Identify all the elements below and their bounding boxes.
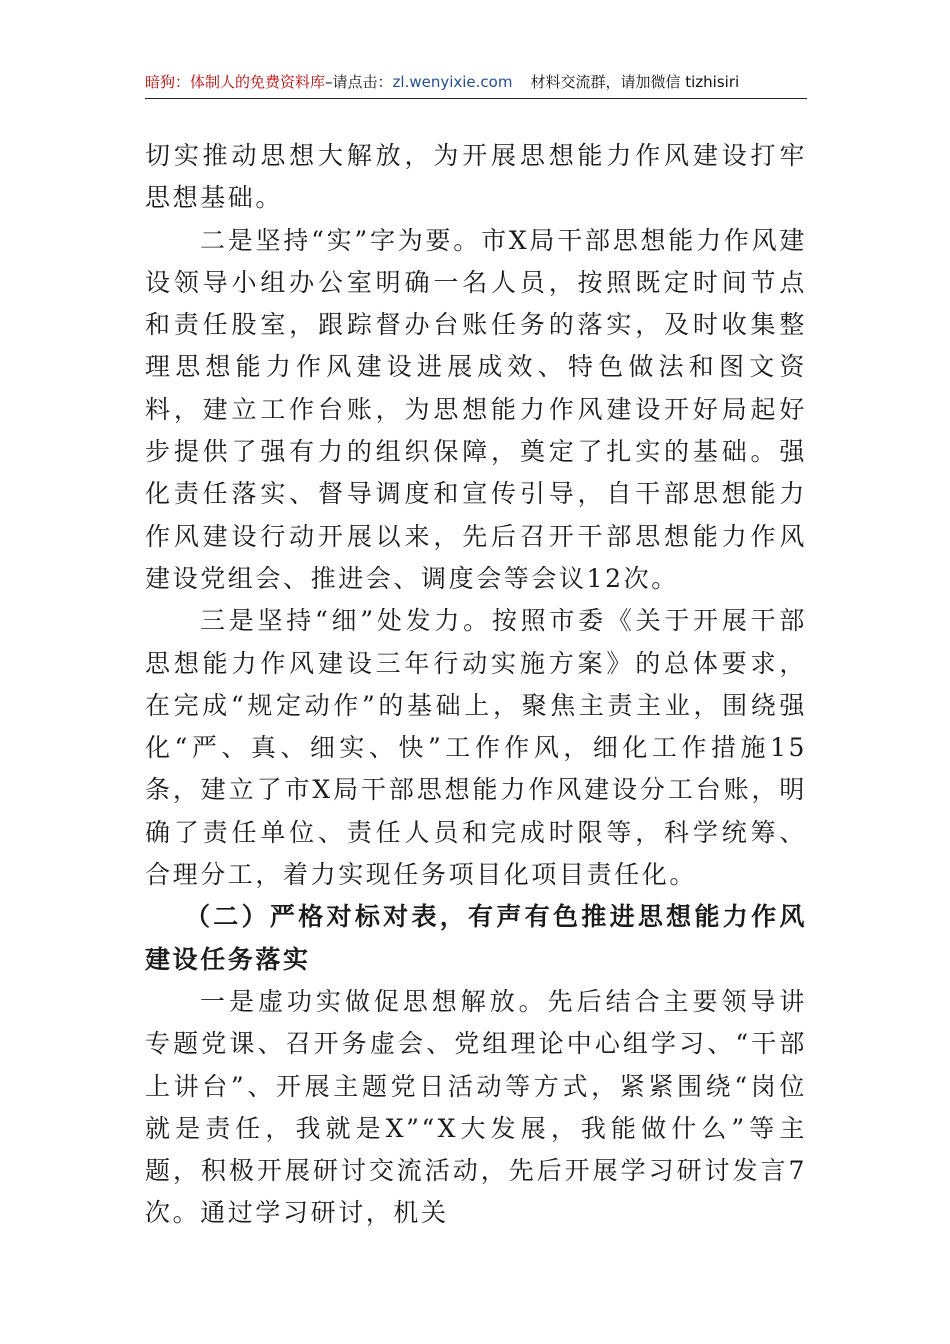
paragraph-continuation: 切实推动思想大解放，为开展思想能力作风建设打牢思想基础。 xyxy=(145,141,807,213)
paragraph-xugong: 一是虚功实做促思想解放。先后结合主要领导讲专题党课、召开务虚会、党组理论中心组学习、“干部上讲台”、开展主题党日活动等方式，紧紧围绕“岗位就是责任，我就是X”“X大发展，我能做什么”等主题，积极开展研讨交流活动，先后开展学习研讨发言7次。通过学习研讨，机关 xyxy=(145,986,807,1228)
site-link[interactable]: zl.wenyixie.com xyxy=(392,73,513,91)
paragraph-xi: 三是坚持“细”处发力。按照市委《关于开展干部思想能力作风建设三年行动实施方案》的总体要求，在完成“规定动作”的基础上，聚焦主责主业，围绕强化“严、真、细实、快”工作作风，细化工作措施15条，建立了市X局干部思想能力作风建设分工台账，明确了责任单位、责任人员和完成时限等，科学统筹、合理分工，着力实现任务项目化项目责任化。 xyxy=(145,606,807,890)
header-divider xyxy=(145,98,807,99)
document-body xyxy=(145,135,807,1235)
source-label: 暗狗：体制人的免费资料库 xyxy=(145,73,326,91)
paragraph-shi: 二是坚持“实”字为要。市X局干部思想能力作风建设领导小组办公室明确一名人员，按照既定时间节点和责任股室，跟踪督办台账任务的落实，及时收集整理思想能力作风建设进展成效、特色做法和图文资料，建立工作台账，为思想能力作风建设开好局起好步提供了强有力的组织保障，奠定了扎实的基础。强化责任落实、督导调度和宣传引导，自干部思想能力作风建设行动开展以来，先后召开干部思想能力作风建设党组会、推进会、调度会等会议12次。 xyxy=(145,225,807,593)
group-text: 材料交流群，请加微信 tizhisiri xyxy=(530,73,740,91)
page-header xyxy=(145,68,807,96)
click-prefix: –请点击： xyxy=(325,73,393,91)
section-heading: （二）严格对标对表，有声有色推进思想能力作风建设任务落实 xyxy=(145,902,807,974)
